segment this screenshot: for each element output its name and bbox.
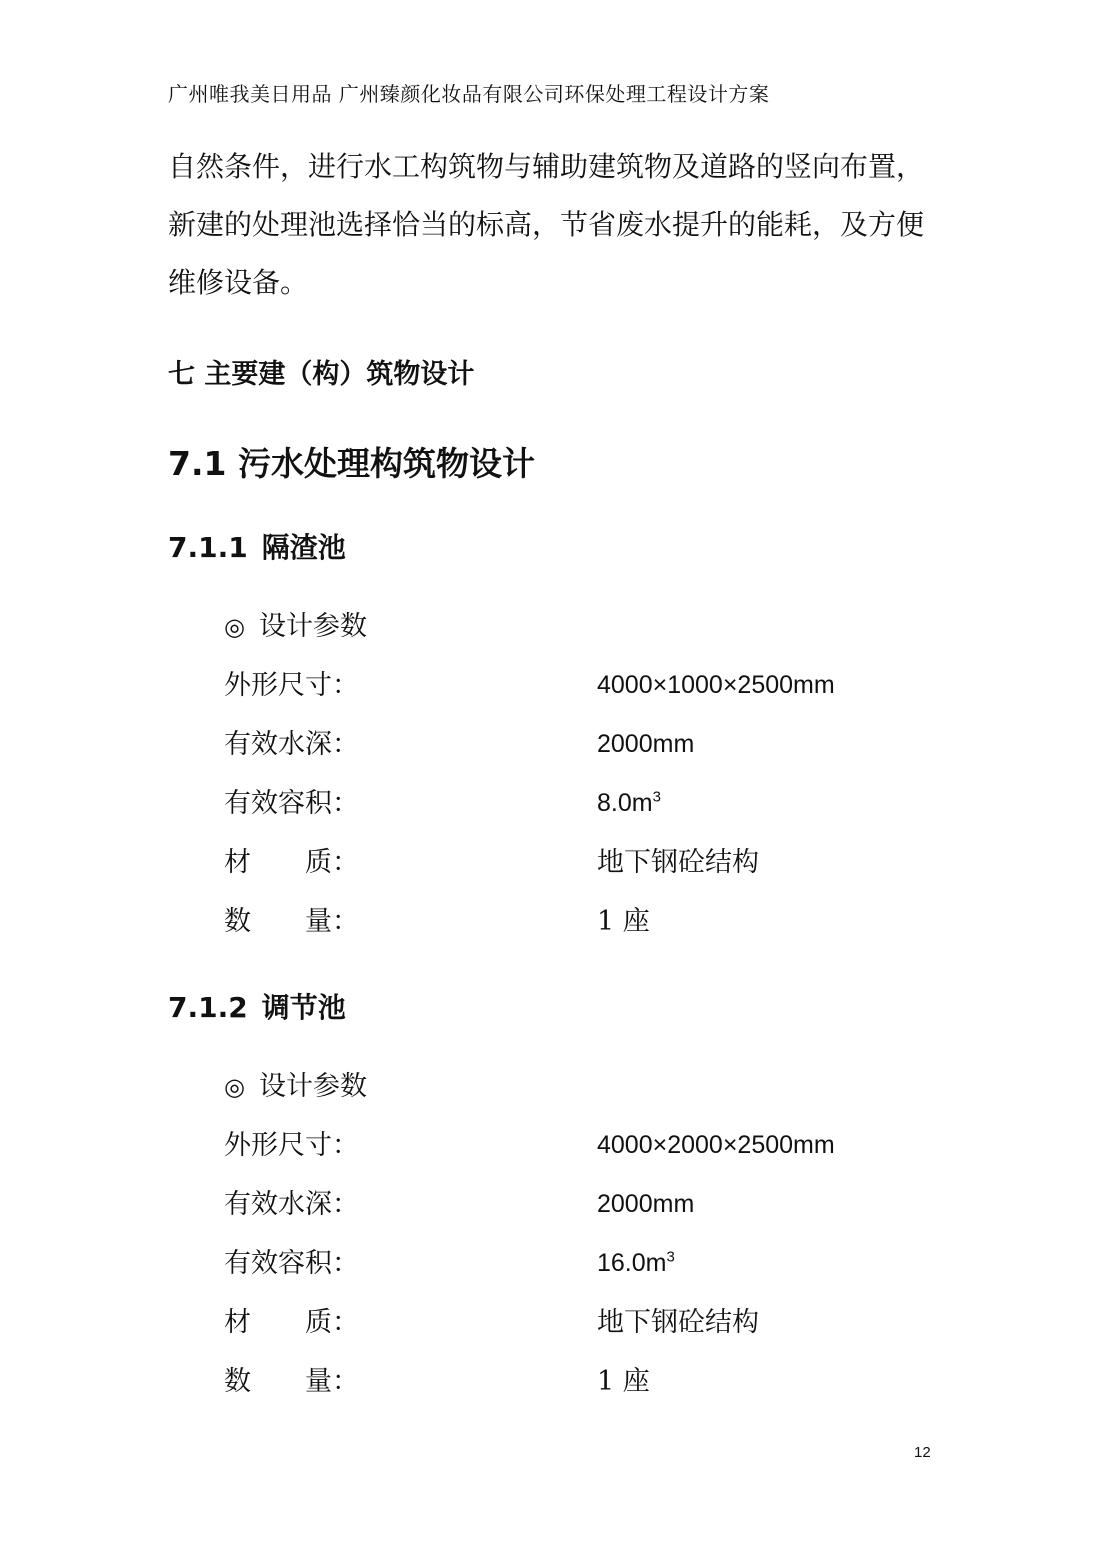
param-row <box>224 892 924 951</box>
param-value: 1 座 <box>597 906 650 937</box>
paragraph-line: 新建的处理池选择恰当的标高，节省废水提升的能耗，及方便 <box>168 208 925 241</box>
superscript: 3 <box>652 788 661 806</box>
design-params-block-2 <box>224 1057 924 1411</box>
param-value: 地下钢砼结构 <box>597 1307 759 1338</box>
double-circle-icon: ◎ <box>224 1073 245 1101</box>
param-value: 2000mm <box>597 1190 695 1218</box>
param-value: 8.0m <box>597 789 653 817</box>
param-value: 4000×2000×2500mm <box>597 1131 835 1159</box>
param-row <box>224 833 924 892</box>
paragraph-line: 维修设备。 <box>168 266 309 299</box>
chapter-heading: 七 主要建（构）筑物设计 <box>168 359 475 390</box>
subsection-number: 7.1.2 <box>168 991 248 1024</box>
subsection-heading-7-1-2 <box>168 986 346 1026</box>
section-heading: 7.1 污水处理构筑物设计 <box>168 444 535 483</box>
param-value: 地下钢砼结构 <box>597 847 759 878</box>
param-value-wrap <box>597 774 661 833</box>
param-label: 有效水深： <box>224 729 359 760</box>
param-label: 数 量： <box>224 906 359 937</box>
param-row <box>224 1116 924 1175</box>
param-row <box>224 1175 924 1234</box>
param-label: 外形尺寸： <box>224 670 359 701</box>
params-title-row <box>224 1057 924 1116</box>
param-row <box>224 1234 924 1293</box>
param-row <box>224 1293 924 1352</box>
param-label: 有效容积： <box>224 1248 359 1279</box>
param-row <box>224 656 924 715</box>
subsection-title: 调节池 <box>261 991 346 1024</box>
param-value: 16.0m <box>597 1249 667 1277</box>
params-title: 设计参数 <box>258 1071 367 1102</box>
superscript: 3 <box>666 1248 675 1266</box>
param-value: 1 座 <box>597 1366 650 1397</box>
param-label: 数 量： <box>224 1366 359 1397</box>
subsection-title: 隔渣池 <box>261 531 346 564</box>
params-title-row <box>224 597 924 656</box>
param-row <box>224 1352 924 1411</box>
param-label: 有效容积： <box>224 788 359 819</box>
body-paragraph <box>168 138 948 312</box>
double-circle-icon: ◎ <box>224 613 245 641</box>
param-label: 外形尺寸： <box>224 1130 359 1161</box>
page-number: 12 <box>914 1444 931 1461</box>
params-title: 设计参数 <box>258 611 367 642</box>
param-value-wrap <box>597 1234 675 1293</box>
paragraph-line: 自然条件，进行水工构筑物与辅助建筑物及道路的竖向布置， <box>168 150 925 183</box>
param-label: 材 质： <box>224 1307 359 1338</box>
subsection-number: 7.1.1 <box>168 531 248 564</box>
subsection-heading-7-1-1 <box>168 526 346 566</box>
param-value: 2000mm <box>597 730 695 758</box>
param-value: 4000×1000×2500mm <box>597 671 835 699</box>
param-row <box>224 774 924 833</box>
param-label: 有效水深： <box>224 1189 359 1220</box>
param-row <box>224 715 924 774</box>
param-label: 材 质： <box>224 847 359 878</box>
page-header: 广州唯我美日用品 广州臻颜化妆品有限公司环保处理工程设计方案 <box>168 82 770 106</box>
design-params-block-1 <box>224 597 924 951</box>
